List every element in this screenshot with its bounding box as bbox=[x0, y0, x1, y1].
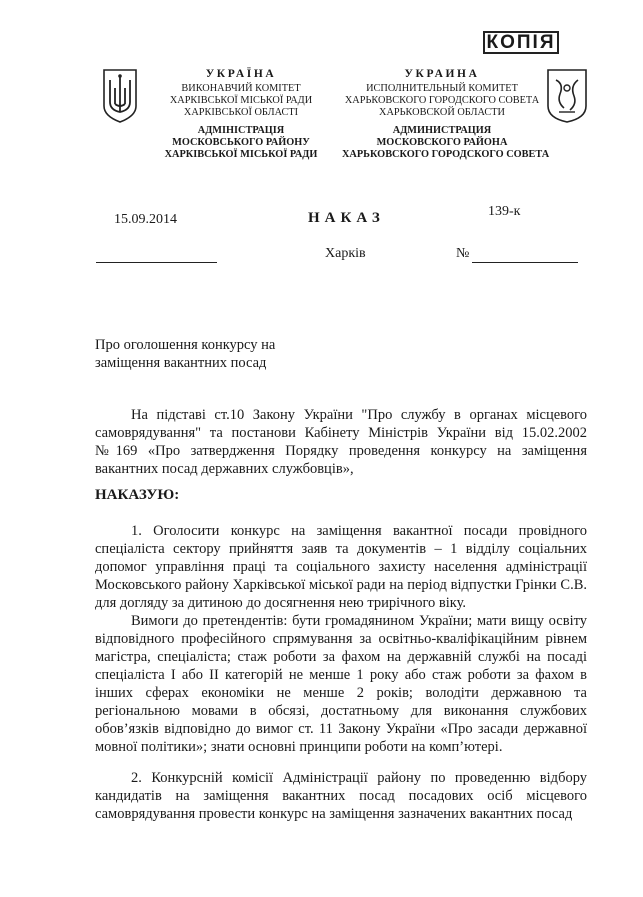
kharkiv-coat-of-arms-icon bbox=[546, 68, 588, 124]
header-ua-line1: ВИКОНАВЧИЙ КОМІТЕТ bbox=[181, 83, 301, 94]
document-date: 15.09.2014 bbox=[114, 212, 177, 227]
document-city: Харків bbox=[325, 246, 366, 261]
subject-line1: Про оголошення конкурсу на bbox=[95, 337, 276, 353]
header-ua-adm1: АДМІНІСТРАЦІЯ bbox=[197, 125, 285, 136]
document-number: 139-к bbox=[488, 204, 521, 219]
header-ukrainian bbox=[150, 68, 332, 161]
header-ua-line3: ХАРКІВСЬКОЇ ОБЛАСТІ bbox=[183, 107, 299, 118]
header-ru-line1: ИСПОЛНИТЕЛЬНЫЙ КОМИТЕТ bbox=[366, 83, 518, 94]
header-ua-adm2: МОСКОВСЬКОГО РАЙОНУ bbox=[172, 137, 310, 148]
document-subject bbox=[95, 336, 275, 372]
header-ru-line2: ХАРЬКОВСКОГО ГОРОДСКОГО СОВЕТА bbox=[344, 95, 540, 106]
ukraine-trident-emblem-icon bbox=[102, 68, 138, 124]
header-country-ru: УКРАИНА bbox=[404, 68, 480, 80]
header-russian bbox=[342, 68, 550, 161]
header-ua-adm3: ХАРКІВСЬКОЇ МІСЬКОЇ РАДИ bbox=[164, 149, 318, 160]
number-sign: № bbox=[456, 246, 470, 261]
order-body bbox=[95, 522, 587, 823]
paragraph-requirements: Вимоги до претендентів: бути громадянином України; мати вищу освіту відповідного професійного спрямування за освітньо-кваліфікаційним рівнем магістра, спеціаліста; стаж роботи за фахом на державній службі на посаді спеціаліста І або ІІ категорій не менше 1 року або стаж роботи за фахом в інших сферах економіки не менше 2 років; володіти державною та регіональною мовами в обсязі, достатньому для виконання службових обов’язків відповідно до вимог ст. 11 Закону України «Про засади державної мовної політики»; знати основні принципи роботи на комп’ютері. bbox=[95, 613, 587, 755]
header-country-ua: УКРАЇНА bbox=[205, 68, 277, 80]
preamble-paragraph bbox=[95, 406, 587, 478]
preamble-text: На підставі ст.10 Закону України "Про службу в органах місцевого самоврядування" та постанови Кабінету Міністрів України від 15.02.2002 №169 «Про затвердження Порядку проведення конкурсу на заміщення вакантних посад державних службовців», bbox=[95, 407, 587, 477]
paragraph-2: 2. Конкурсній комісії Адміністрації району по проведенню відбору кандидатів на заміщення вакантних посад посадових осіб місцевого самоврядування провести конкурс на заміщення зазначених вакантних посад bbox=[95, 770, 587, 822]
paragraph-1: 1. Оголосити конкурс на заміщення вакантної посади провідного спеціаліста сектору прийняття заяв та документів – 1 відділу соціальних допомог управління праці та соціального захисту населення адміністрації Московського району Харківської міської ради на період відпустки Грінки С.В. для догляду за дитиною до досягнення нею трирічного віку. bbox=[95, 523, 587, 611]
decree-heading: НАКАЗУЮ: bbox=[95, 487, 180, 503]
header-ua-line2: ХАРКІВСЬКОЇ МІСЬКОЇ РАДИ bbox=[169, 95, 313, 106]
document-title: НАКАЗ bbox=[308, 210, 385, 226]
subject-line2: заміщення вакантних посад bbox=[95, 355, 267, 371]
header-ru-adm2: МОСКОВСКОГО РАЙОНА bbox=[376, 137, 508, 148]
number-underline bbox=[472, 262, 578, 263]
date-underline bbox=[96, 262, 217, 263]
copy-stamp: КОПІЯ bbox=[483, 31, 559, 54]
header-ru-line3: ХАРЬКОВСКОЙ ОБЛАСТИ bbox=[379, 107, 505, 118]
header-ru-adm1: АДМИНИСТРАЦИЯ bbox=[392, 125, 492, 136]
header-ru-adm3: ХАРЬКОВСКОГО ГОРОДСКОГО СОВЕТА bbox=[342, 149, 550, 160]
